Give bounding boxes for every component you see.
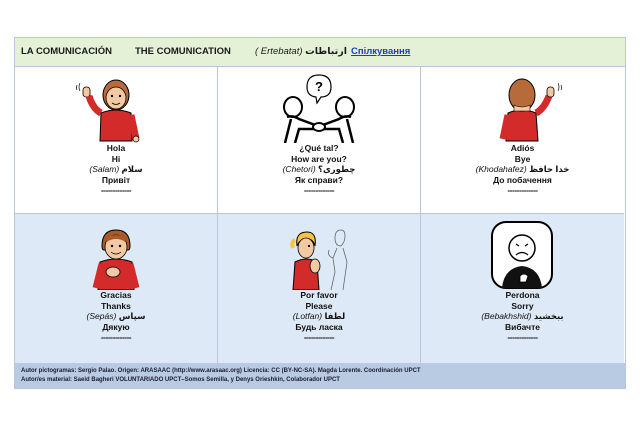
word-persian-script: سلام — [121, 164, 143, 174]
word-persian-translit: (Sepás) — [86, 311, 117, 321]
word-ukrainian: Вибачте — [505, 321, 540, 332]
word-persian-translit: (Chetori) — [282, 164, 316, 174]
separator-dashes: ------------- — [100, 332, 132, 342]
credits-line-authors: Autor/es material: Saeid Bagheri VOLUNTARIADO UPCT–Somos Semilla, y Denys Orieshkin, Colaborador UPCT — [21, 377, 340, 383]
word-spanish: Gracias — [100, 290, 132, 300]
word-persian — [218, 311, 420, 322]
separator-dashes: ------------- — [100, 185, 132, 195]
title-english: THE COMUNICATION — [135, 46, 231, 57]
phrase-text-block — [421, 290, 624, 343]
word-ukrainian: Дякую — [102, 321, 130, 332]
word-persian-translit: (Bebakhshid) — [481, 311, 532, 321]
word-english: How are you? — [291, 153, 347, 164]
word-english: Hi — [111, 153, 121, 164]
separator-dashes: ------------- — [507, 332, 538, 342]
word-persian — [15, 311, 217, 322]
phrase-text-block — [15, 290, 217, 343]
separator-dashes: ------------- — [303, 185, 335, 195]
word-ukrainian: До побачення — [493, 174, 552, 185]
word-persian — [421, 164, 624, 175]
svg-text:?: ? — [315, 79, 323, 94]
word-persian-script: خدا حافظ — [529, 164, 570, 174]
word-english: Please — [305, 300, 333, 311]
phrase-text-block — [15, 143, 217, 196]
word-persian-translit: (Khodahafez) — [475, 164, 527, 174]
word-persian-script: ببخشید — [533, 311, 564, 321]
word-persian — [15, 164, 217, 175]
word-persian — [421, 311, 624, 322]
phrase-card-thanks — [15, 214, 218, 363]
handshake-question-icon — [269, 73, 369, 143]
word-persian-translit: (Lotfan) — [292, 311, 323, 321]
title-persian — [255, 46, 347, 57]
separator-dashes: ------------- — [303, 332, 335, 342]
credits-footer — [15, 363, 625, 388]
word-ukrainian: Будь ласка — [295, 321, 343, 332]
word-ukrainian: Привіт — [101, 174, 131, 185]
phrase-card-hello — [15, 67, 218, 214]
phrase-card-please — [218, 214, 421, 363]
phrase-card-bye — [421, 67, 624, 214]
word-spanish: Adiós — [510, 143, 535, 153]
girl-waving-back-icon — [472, 73, 572, 143]
word-persian-script: لطفا — [324, 311, 346, 321]
word-spanish: Por favor — [300, 290, 338, 300]
phrase-card-sorry — [421, 214, 624, 363]
girl-waving-icon — [66, 73, 166, 143]
title-persian-script: ارتباطات — [305, 46, 347, 57]
phrase-card-how-are-you — [218, 67, 421, 214]
boy-hand-on-chest-icon — [66, 220, 166, 290]
phrase-text-block — [421, 143, 624, 196]
credits-line-pictograms: Autor pictogramas: Sergio Palao. Origen: ARASAAC (http://www.arasaac.org) Licencia: CC (BY-NC-SA). Magda Lorente. Coordinación UPCT — [21, 368, 421, 374]
word-persian-script: سپاس — [118, 311, 146, 321]
phrase-grid — [15, 67, 625, 363]
separator-dashes: ------------- — [507, 185, 538, 195]
vocabulary-sheet — [14, 37, 626, 389]
phrase-text-block — [218, 143, 420, 196]
sad-person-apology-icon — [472, 220, 572, 290]
word-english: Sorry — [511, 300, 534, 311]
word-spanish: Hola — [106, 143, 126, 153]
word-english: Thanks — [101, 300, 131, 311]
title-persian-translit: ( Ertebatat) — [255, 46, 303, 57]
header-bar — [15, 38, 625, 67]
word-persian-script: چطوری؟ — [318, 164, 356, 174]
word-persian — [218, 164, 420, 175]
girl-pleading-icon — [269, 220, 369, 290]
phrase-text-block — [218, 290, 420, 343]
word-persian-translit: (Salam) — [89, 164, 120, 174]
title-spanish: LA COMUNICACIÓN — [21, 46, 112, 57]
word-ukrainian: Як справи? — [294, 174, 344, 185]
word-english: Bye — [514, 153, 531, 164]
word-spanish: Perdona — [505, 290, 540, 300]
word-spanish: ¿Qué tal? — [299, 143, 339, 153]
title-ukrainian-link[interactable]: Спілкування — [351, 46, 411, 57]
